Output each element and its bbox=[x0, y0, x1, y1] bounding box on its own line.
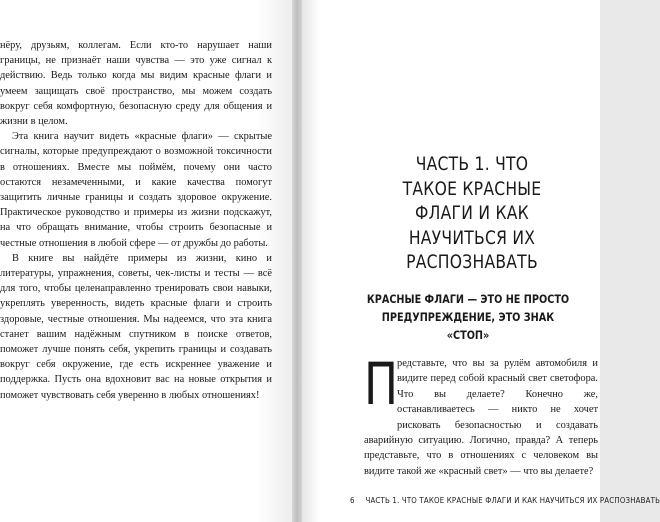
left-page-text bbox=[0, 38, 272, 403]
book-gutter bbox=[292, 0, 302, 522]
chapter-title: ЧАСТЬ 1. ЧТО ТАКОЕ КРАСНЫЕ ФЛАГИ И КАК НАУЧИТЬСЯ ИХ РАСПОЗНАВАТЬ bbox=[402, 153, 542, 273]
paragraph: Эта книга научит видеть «красные флаги» — скрытые сигналы, которые предупреждают о возможной токсичности в отношениях. Вместе мы поймём, почему они часто остаются незамеченными, и какие качества помогут защитить личные границы и создать здоровое окружение. Практическое руководство и примеры из жизни подскажут, на что обращать внимание, чтобы строить безопасные и честные отношения в любой сфере — от дружбы до работы. bbox=[0, 131, 272, 249]
paragraph: нёру, друзьям, коллегам. Если кто-то нарушает наши границы, не признаёт наши чувства — это уже сигнал к действию. Ведь только когда мы видим красные флаги и умеем защищать своё пространство, мы можем создать вокруг себя комфортную, безопасную среду для общения и жизни в целом. bbox=[0, 40, 272, 128]
section-subtitle: КРАСНЫЕ ФЛАГИ — ЭТО НЕ ПРОСТО ПРЕДУПРЕЖДЕНИЕ, ЭТО ЗНАК «СТОП» bbox=[366, 292, 570, 342]
left-page bbox=[0, 0, 292, 522]
paragraph: В книге вы найдёте примеры из жизни, кино и литературы, упражнения, советы, чек-листы и тесты — всё для того, чтобы целенаправленно тренировать свои навыки, укреплять уверенность, видеть красные флаги и строить здоровые, честные отношения. Мы надеемся, что эта книга станет вашим надёжным спутником в поиске ответов, поможет лучше понять себя, укрепить границы и создавать вокруг себя окружение, где есть искреннее уважение и поддержка. Пусть она вдохновит вас на новые открытия и поможет чувствовать себя уверенно в любых отношениях! bbox=[0, 252, 272, 401]
page-number: 6 bbox=[350, 496, 355, 505]
drop-cap: П bbox=[364, 350, 399, 418]
running-title: ЧАСТЬ 1. ЧТО ТАКОЕ КРАСНЫЕ ФЛАГИ И КАК НАУЧИТЬСЯ ИХ РАСПОЗНАВАТЬ bbox=[365, 496, 660, 505]
page-footer bbox=[350, 496, 660, 505]
intro-paragraph-text: редставьте, что вы за рулём автомобиля и видите перед собой красный свет светофора. Что вы делаете? Конечно же, останавливаетесь — никто не хочет рисковать безопасностью и создавать аварийную ситуацию. Логично, правда? А теперь представьте, что в отношениях с человеком вы видите такой же «красный свет» — что вы делаете? bbox=[364, 358, 598, 477]
right-page bbox=[302, 0, 660, 522]
intro-paragraph bbox=[364, 350, 598, 479]
